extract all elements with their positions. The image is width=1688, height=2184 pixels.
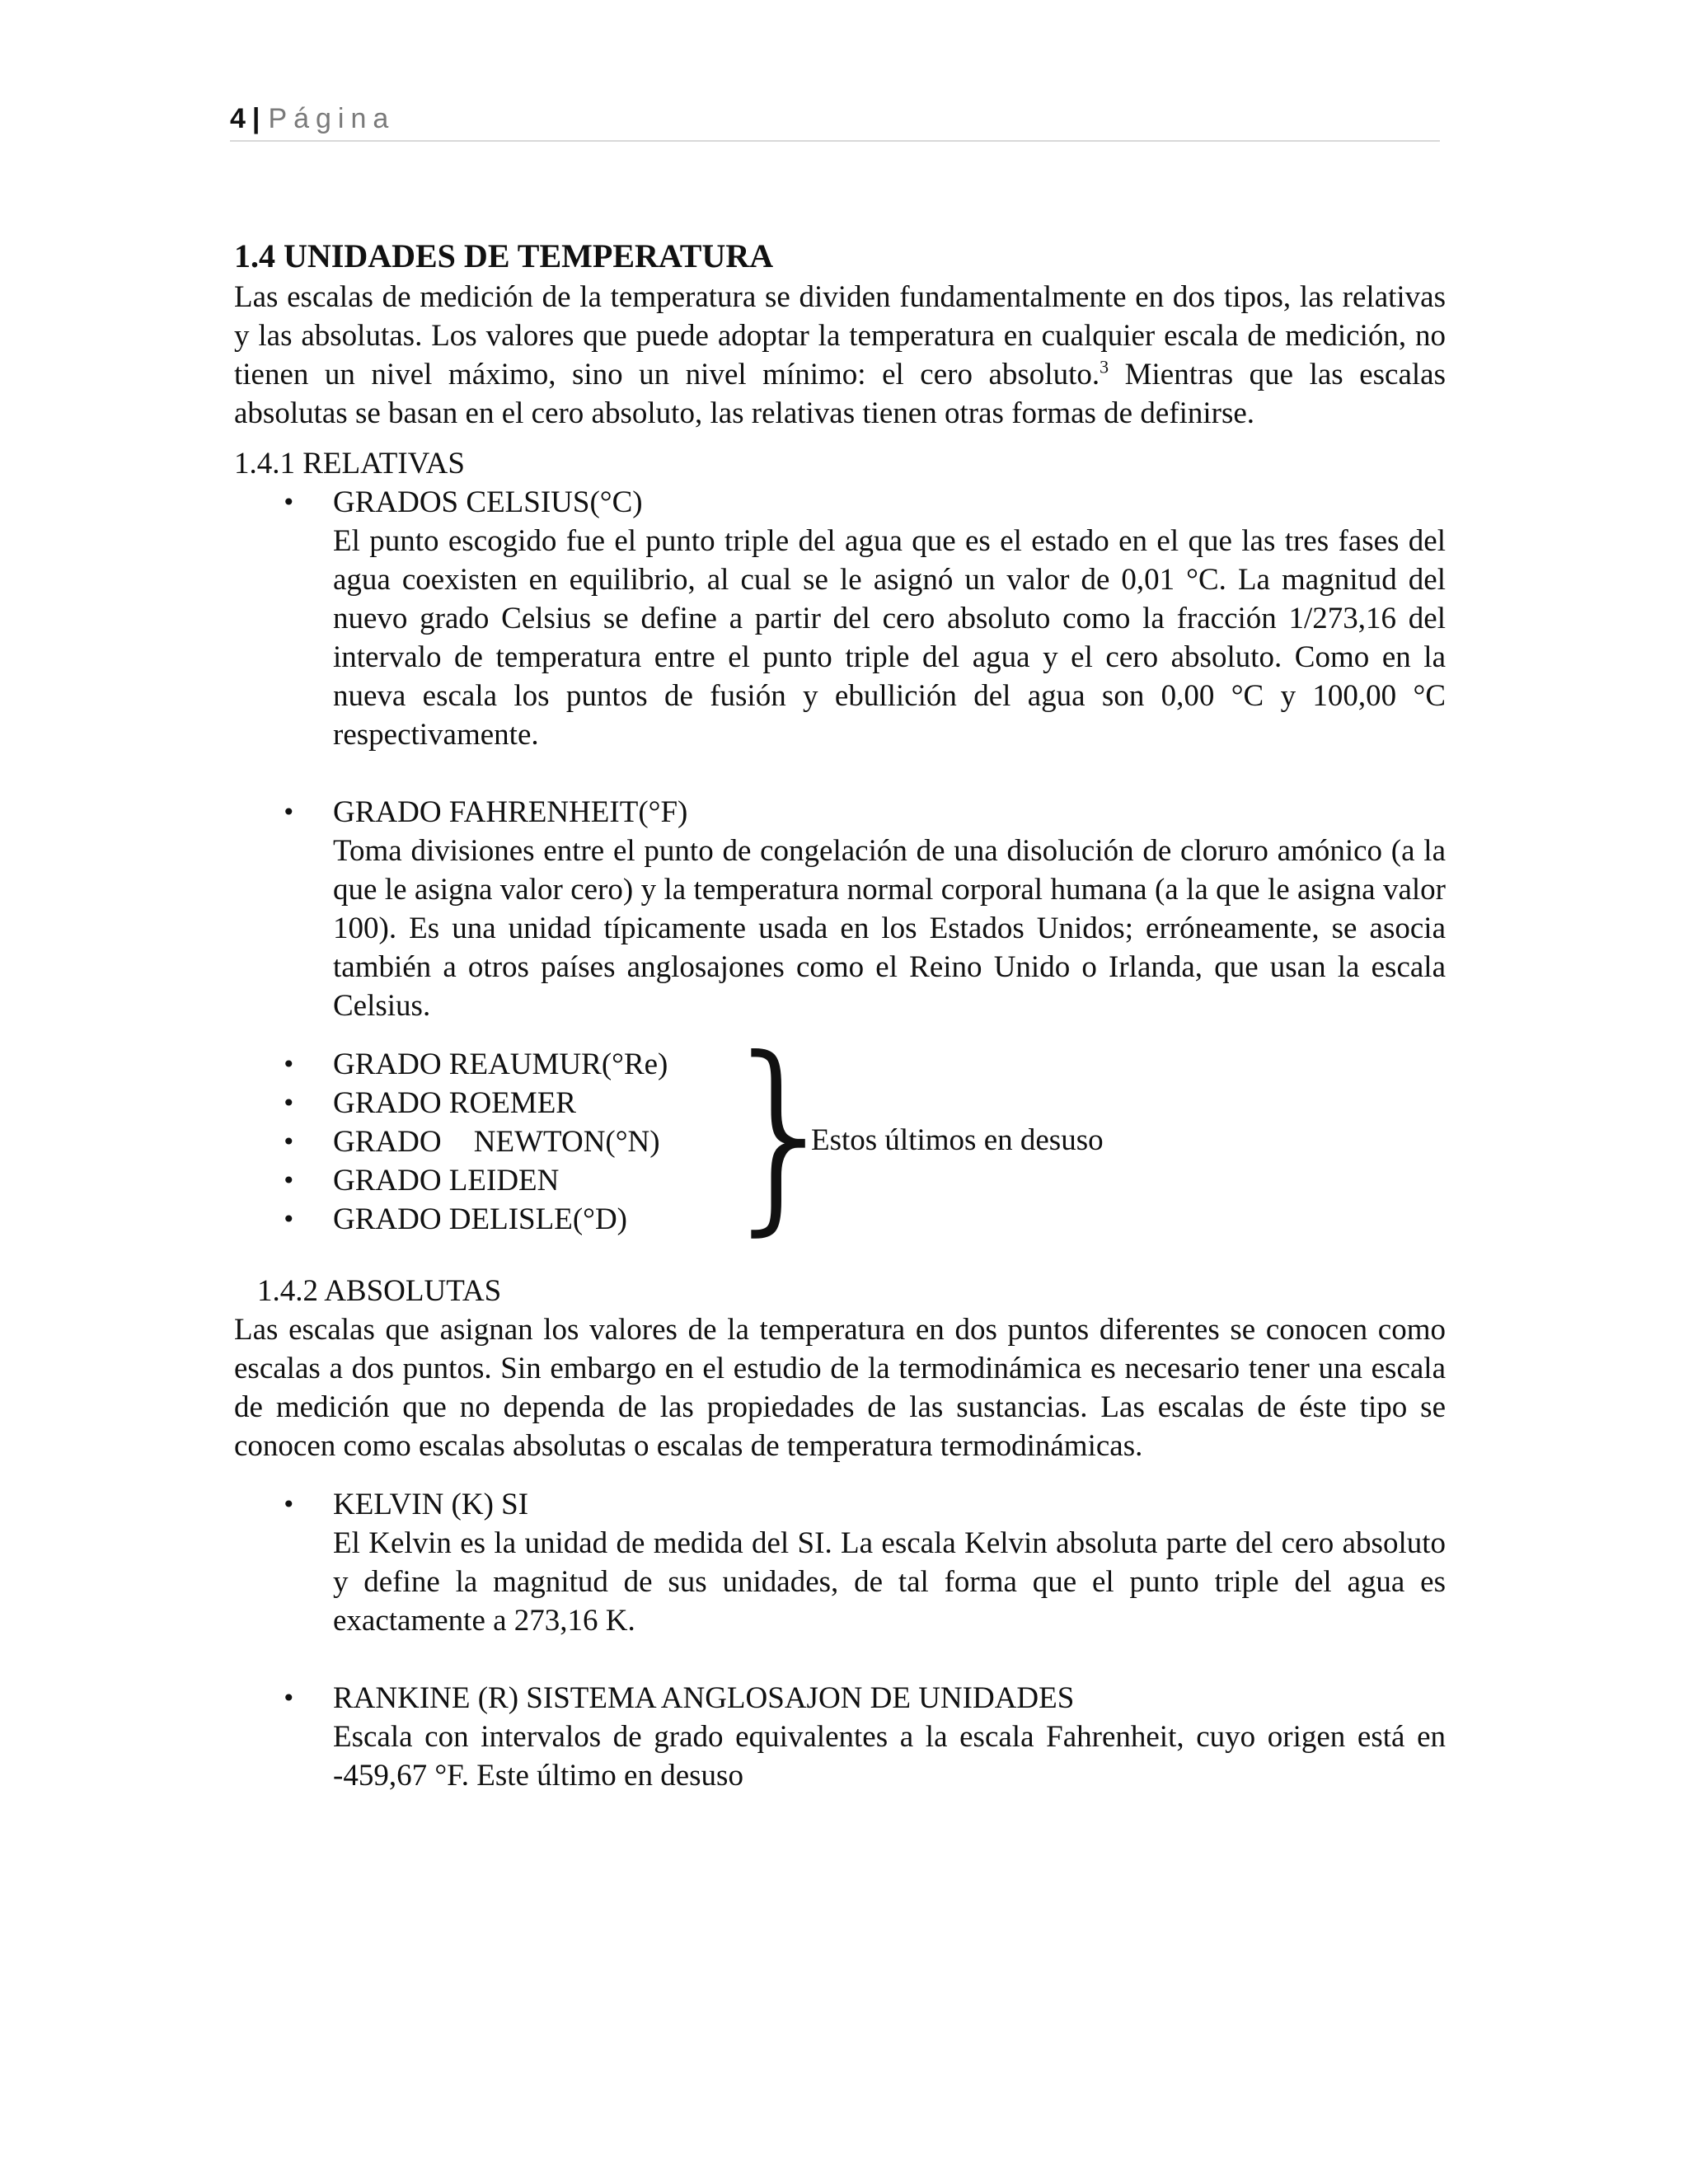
page-header xyxy=(230,97,1440,142)
section-intro-text: Las escalas de medición de la temperatura se dividen fundamentalmente en dos tipos, las relativas y las absolutas. Los valores que puede adoptar la temperatura en cualquier escala de medición, no tienen un nivel máximo, sino un nivel mínimo: el cero absoluto. xyxy=(234,280,1446,391)
relativas-list xyxy=(234,483,1446,1025)
section-intro-text-cont: Mientras que las escalas absolutas se basan en el cero absoluto, las relativas tienen otras formas de definirse. xyxy=(234,358,1446,430)
bullet-icon: • xyxy=(282,489,296,516)
item-text: El Kelvin es la unidad de medida del SI. La escala Kelvin absoluta parte del cero absoluto y define la magnitud de sus unidades, de tal forma que el punto triple del agua es exactamente a 273,16 K. xyxy=(333,1526,1446,1638)
item-title: GRADO REAUMUR(°Re) xyxy=(333,1047,668,1081)
item-text: Toma divisiones entre el punto de congelación de una disolución de cloruro amónico (a la que le asigna valor cero) y la temperatura normal corporal humana (a la que le asigna valor 100). Es una unidad típicamente usada en los Estados Unidos; erróneamente, se asocia también a otros países anglosajones como el Reino Unido o Irlanda, que usan la escala Celsius. xyxy=(333,834,1446,1023)
item-text: Escala con intervalos de grado equivalentes a la escala Fahrenheit, cuyo origen está en -459,67 °F. Este último en desuso xyxy=(333,1720,1446,1793)
item-title: GRADO NEWTON(°N) xyxy=(333,1125,660,1159)
item-title: RANKINE (R) SISTEMA ANGLOSAJON DE UNIDADES xyxy=(333,1681,1075,1715)
subsection-title-absolutas: 1.4.2 ABSOLUTAS xyxy=(257,1274,502,1308)
footnote-reference: 3 xyxy=(1100,356,1109,377)
item-text: El punto escogido fue el punto triple del agua que es el estado en el que las tres fases del agua coexisten en equilibrio, al cual se le asignó un valor de 0,01 °C. La magnitud del nuevo grado Celsius se define a partir del cero absoluto como la fracción 1/273,16 del intervalo de temperatura entre el punto triple del agua y el cero absoluto. Como en la nueva escala los puntos de fusión y ebullición del agua son 0,00 °C y 100,00 °C respectivamente. xyxy=(333,524,1446,752)
bullet-icon: • xyxy=(282,1090,296,1117)
curly-brace-icon: } xyxy=(716,1014,848,1254)
section-intro xyxy=(234,278,1446,433)
item-title: GRADO DELISLE(°D) xyxy=(333,1202,627,1236)
section-title: 1.4 UNIDADES DE TEMPERATURA xyxy=(234,237,774,274)
list-gap xyxy=(234,754,1446,793)
page-number: 4 xyxy=(230,103,246,134)
list-item xyxy=(234,483,1446,754)
absolutas-list xyxy=(234,1485,1446,1795)
item-title: GRADOS CELSIUS(°C) xyxy=(333,485,643,519)
item-title: KELVIN (K) SI xyxy=(333,1488,529,1521)
subsection-title-relativas: 1.4.1 RELATIVAS xyxy=(234,447,465,480)
list-item xyxy=(234,793,1446,1025)
bullet-icon: • xyxy=(282,1128,296,1155)
list-item xyxy=(234,1679,1446,1795)
item-title: GRADO FAHRENHEIT(°F) xyxy=(333,795,688,829)
bullet-icon: • xyxy=(282,1051,296,1078)
bullet-icon: • xyxy=(282,1685,296,1712)
list-gap xyxy=(234,1640,1446,1679)
item-title: GRADO LEIDEN xyxy=(333,1164,560,1197)
header-separator: | xyxy=(251,103,260,134)
bullet-icon: • xyxy=(282,1491,296,1518)
document-body xyxy=(234,235,1446,1795)
bullet-icon: • xyxy=(282,1167,296,1194)
bullet-icon: • xyxy=(282,1206,296,1233)
disused-scales-group xyxy=(234,1014,1446,1254)
disused-note: Estos últimos en desuso xyxy=(811,1123,1104,1157)
page-word: Página xyxy=(268,103,396,134)
item-title: GRADO ROEMER xyxy=(333,1086,576,1120)
bullet-icon: • xyxy=(282,799,296,826)
list-item xyxy=(234,1485,1446,1640)
absolutas-intro: Las escalas que asignan los valores de la temperatura en dos puntos diferentes se conocen como escalas a dos puntos. Sin embargo en el estudio de la termodinámica es necesario tener una escala de medición que no dependa de las propiedades de las sustancias. Las escalas de éste tipo se conocen como escalas absolutas o escalas de temperatura termodinámicas. xyxy=(234,1313,1446,1463)
